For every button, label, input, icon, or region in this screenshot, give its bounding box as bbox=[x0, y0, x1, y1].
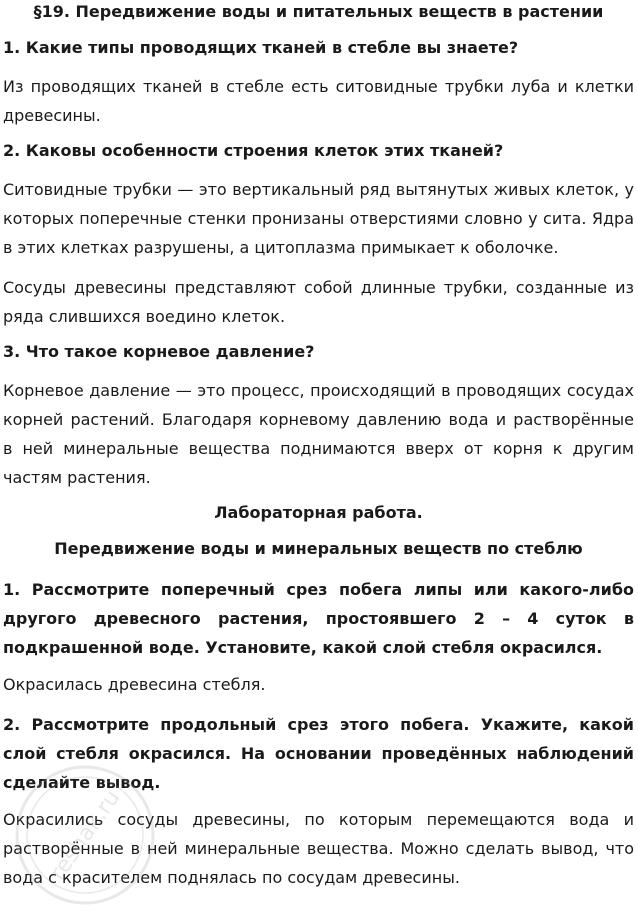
answer-3: Корневое давление — это процесс, происходящий в проводящих сосудах корней растений. Благодаря корневому давлению вода и растворённые в ней минеральные вещества поднимаются вверх от корня к другим частям растения. bbox=[3, 381, 634, 487]
lab-subheading: Передвижение воды и минеральных веществ по стеблю bbox=[54, 539, 583, 558]
question-1: 1. Какие типы проводящих тканей в стебле вы знаете? bbox=[3, 38, 519, 57]
watermark-text: reshak.ru bbox=[45, 785, 126, 885]
lab-heading: Лабораторная работа. bbox=[214, 503, 423, 522]
answer-2-paragraph-1: Ситовидные трубки — это вертикальный ряд вытянутых живых клеток, у которых поперечные стенки пронизаны отверстиями словно у сита. Ядра в этих клетках разрушены, а цитоплазма примыкает к оболочке. bbox=[3, 180, 634, 257]
answer-1: Из проводящих тканей в стебле есть ситовидные трубки луба и клетки древесины. bbox=[3, 77, 634, 125]
page-title: §19. Передвижение воды и питательных веществ в растении bbox=[33, 2, 604, 21]
answer-2-paragraph-2: Сосуды древесины представляют собой длинные трубки, созданные из ряда слившихся воедино клеток. bbox=[3, 278, 634, 326]
question-3: 3. Что такое корневое давление? bbox=[3, 342, 315, 361]
lab-task-1: 1. Рассмотрите поперечный срез побега липы или какого-либо другого древесного растения, простоявшего 2 – 4 суток в подкрашенной воде. Установите, какой слой стебля окрасился. bbox=[3, 580, 634, 657]
lab-answer-1: Окрасилась древесина стебля. bbox=[3, 675, 266, 694]
question-2: 2. Каковы особенности строения клеток этих тканей? bbox=[3, 141, 504, 160]
lab-answer-2: Окрасились сосуды древесины, по которым перемещаются вода и растворённые в ней минеральные вещества. Можно сделать вывод, что вода с красителем поднялась по сосудам древесины. bbox=[3, 810, 634, 887]
lab-task-2: 2. Рассмотрите продольный срез этого побега. Укажите, какой слой стебля окрасился. На основании проведённых наблюдений сделайте вывод. bbox=[3, 715, 634, 792]
